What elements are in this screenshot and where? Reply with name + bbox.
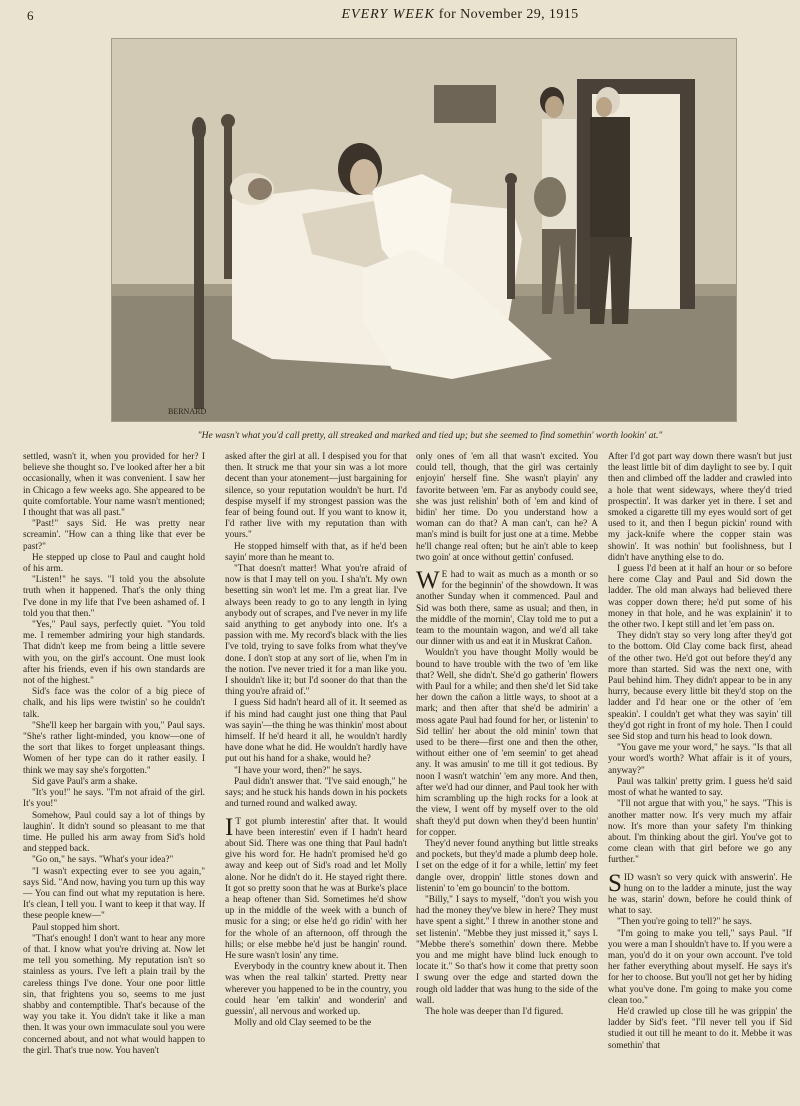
paragraph: settled, wasn't it, when you provided for her? I believe she thought so. I've looked after her a bit occasionally, when it was convenient. I saw her in Chicago a few weeks ago. She appeared to be quite comfortable. Your name wasn't mentioned; I thought that was all past." xyxy=(23,452,205,519)
paragraph: Everybody in the country knew about it. Then was when the real talkin' started. Pretty near wherever you happened to be in the country, you could hear 'em talkin' and wonderin' and guessin', all nervous and worked up. xyxy=(225,962,407,1017)
magazine-masthead: EVERY WEEK xyxy=(341,7,435,22)
paragraph: Paul didn't answer that. "I've said enough," he says; and he stuck his hands down in his pockets and turned round and walked away. xyxy=(225,776,407,810)
paragraph: They'd never found anything but little streaks and pockets, but they'd made a plumb deep hole. I set on the edge of it for a while, lettin' my feet dangle over, droppin' little stones down and listenin' to 'em go bouncin' to the bottom. xyxy=(416,838,598,894)
section-opening-paragraph: WE had to wait as much as a month or so for the beginnin' of the showdown. It was another Sunday when it commenced. Paul and Sid was both there, same as usual; and then, in the middle of the mornin', Clay told me to put a team to the mountain wagon, and we'd all take our dinner with us and eat it in Muskrat Cañon. xyxy=(416,567,598,648)
page-number: 6 xyxy=(27,8,34,23)
paragraph: Sid gave Paul's arm a shake. xyxy=(32,776,138,787)
paragraph: "Yes," Paul says, perfectly quiet. "You told me. I remember admiring your high standards. That didn't keep me from being a little severe with you, on the girl's account. One must look after his friends, even if his own standards are not of the highest." xyxy=(23,620,205,687)
text-column-2 xyxy=(225,452,407,1100)
paragraph: "Listen!" he says. "I told you the absolute truth when it happened. That's the only thing I've done in my life that I've been ashamed of. I told you that then." xyxy=(23,575,205,619)
issue-dateline: for November 29, 1915 xyxy=(434,7,579,22)
paragraph: "I wasn't expecting ever to see you again," says Sid. "And now, having you turn up this way— You can find out what my reputation is here. It's clean, I tell you. I want to keep it that way. If these people knew—" xyxy=(23,866,205,922)
text-column-4 xyxy=(608,452,792,1100)
paragraph: Somehow, Paul could say a lot of things by laughin'. It didn't sound so pleasant to me that time. He pulled his arm away from Sid's hold and stepped back. xyxy=(23,810,205,855)
artist-signature: BERNARD xyxy=(168,407,207,416)
paragraph: "She'll keep her bargain with you," Paul says. "She's rather light-minded, you know—one of the sort that likes to forget unpleasant things. Women of her type can do it rather easily. I think we may say she's forgotten." xyxy=(23,720,205,776)
text-column-1 xyxy=(23,452,205,1100)
paragraph: "That doesn't matter! What you're afraid of now is that I may tell on you. I sha'n't. My own besetting sin won't let me. I'm a great liar. I've always been ready to go to any length in lying anybody out of scrapes, and I've never in my life said anything to get anybody into one. It's a passion with me. My record's black with the lies I've told, trying to save folks from what they've done. I don't stop at any sort of lie, when I'm in the notion. I've never tried it for a man like you. I shouldn't like it; but I'd sooner do that than the thing you're afraid of." xyxy=(225,564,407,698)
running-header xyxy=(0,6,800,28)
story-illustration xyxy=(111,38,737,422)
paragraph: "I have your word, then?" he says. xyxy=(234,765,362,776)
paragraph: "Then you're going to tell?" he says. xyxy=(617,917,752,928)
section-opening-paragraph: SID wasn't so very quick with answerin'. He hung on to the ladder a minute, just the way he was, starin' down, before he could think of what to say. xyxy=(608,869,792,917)
paragraph: Wouldn't you have thought Molly would be bound to have trouble with the two of 'em like that? Well, she didn't. She'd go gatherin' flowers with Paul for a while; and then she'd let Sid take her down the cañon a little ways, to shoot at a mark; and then after that she'd be admirin' a moss agate Paul had found for her, or listenin' to Sid tellin' her about the old minin' town that used to be there—first one and then the other, without either one of 'em seemin' to get ahead any. It was amusin' to me till it got tedious. By noon I wasn't watchin' 'em any more. And then, after we'd had our dinner, and Paul took her with him scrambling up the high rocks for a look at the view, I went off by myself over to the old shaft they'd put down when they'd been huntin' for copper. xyxy=(416,648,598,838)
paragraph: I guess Sid hadn't heard all of it. It seemed as if his mind had caught just one thing that Paul was sayin'—the thing he was thinkin' most about himself. If he'd heard it all, he wouldn't hardly have done what he did. He wouldn't hardly have put out his hand for a shake, would he? xyxy=(225,698,407,765)
paragraph: "Billy," I says to myself, "don't you wish you had the money they've blew in here? They must have spent a sight." I threw in another stone and set listenin'. "Mebbe they just missed it," says I. "Mebbe there's somethin' down there. Mebbe you and me might have blind luck enough to locate it." So that's how it come that pretty soon I swung over the edge and started down the rough old ladder that was hung to the side of the wall. xyxy=(416,894,598,1006)
paragraph: "Go on," he says. "What's your idea?" xyxy=(32,855,174,866)
paragraph: "Past!" says Sid. He was pretty near screamin'. "How can a thing like that ever be past?" xyxy=(23,519,205,552)
paragraph: "I'll not argue that with you," he says. "This is another matter now. It's very much my affair now. It's more than your safety I'm thinking about. I'm thinking about the girl. You've got to come clean with that girl before we go any further." xyxy=(608,799,792,866)
paragraph: Paul stopped him short. xyxy=(32,922,120,933)
illustration-caption: "He wasn't what you'd call pretty, all streaked and marked and tied up; but she seemed to find somethin' worth lookin' at." xyxy=(197,431,663,441)
paragraph: The hole was deeper than I'd figured. xyxy=(425,1006,564,1017)
paragraph: I guess I'd been at it half an hour or so before here come Clay and Paul and Sid down the ladder. The old man always had believed there was copper down there; he'd put some of his money in that hole, and he was explainin' it to the other two. I kept still and let 'em pass on. xyxy=(608,564,792,631)
paragraph: only ones of 'em all that wasn't excited. You could tell, though, that the girl was certainly enjoyin' herself fine. She wasn't playin' any favorite between 'em. Far as anybody could see, she was just relishin' both of 'em and kind of bidin' her time. Do you understand how a woman can do that? A man can't, can he? A man's mind is built for just one at a time. Mebbe he'll change real often; but he ain't able to keep two goin' at once without gettin' confused. xyxy=(416,452,598,563)
text-column-3 xyxy=(416,452,598,1100)
running-title xyxy=(200,7,720,23)
paragraph: Molly and old Clay seemed to be the xyxy=(234,1018,372,1029)
paragraph: "You gave me your word," he says. "Is that all your word's worth? What affair is it of yours, anyway?" xyxy=(608,743,792,776)
paragraph: He stepped up close to Paul and caught hold of his arm. xyxy=(23,552,205,575)
section-opening-paragraph: IT got plumb interestin' after that. It would have been interestin' even if I hadn't heard about Sid. There was one thing that Paul hadn't give his word for. He hadn't promised he'd go away and keep out of Sid's road and let Molly alone. Nor he didn't do it. He stayed right there. It got so pretty soon that he was at Burke's place a heap oftener than Sid. Sometimes he'd show up in the middle of the week with a bunch of music for a sing; or else he'd go ridin' with her for the whole of an afternoon, off through the hills; or else mebbe he'd just be hangin' round. He sure wasn't losin' any time. xyxy=(225,813,407,961)
paragraph: They didn't stay so very long after they'd got to the bottom. Old Clay come back first, ahead of the other two. He'd got out before they'd any more than started. Sid was the next one, with Paul behind him. They didn't appear to be in any hurry, because every little bit they'd stop on the ladder and I'd hear one or the other of 'em speakin'. I couldn't get what they was sayin' till they'd got right in front of my hole. Then I could see Sid stop and turn his head to look down. xyxy=(608,631,792,743)
paragraph: asked after the girl at all. I despised you for that then. It struck me that your sin was a lot more decent than your atonement—just bargaining for silence, so your reputation wouldn't be hurt. I'd despise myself if my strongest passion was the fear of being found out. If you want to know it, I'd rather live with my reputation than with yours." xyxy=(225,452,407,541)
paragraph: "I'm going to make you tell," says Paul. "If you were a man I shouldn't have to. If you were a man, you'd do it on your own account. I've told her father everything about myself. He says it's for her to choose. But you'll not get her by hiding what you've done. I'm going to make you come clean too." xyxy=(608,928,792,1006)
paragraph: He stopped himself with that, as if he'd been sayin' more than he meant to. xyxy=(225,541,407,563)
paragraph: Sid's face was the color of a big piece of chalk, and his lips were twistin' so he couldn't talk. xyxy=(23,687,205,720)
paragraph: "It's you!" he says. "I'm not afraid of the girl. It's you!" xyxy=(23,788,205,810)
paragraph: "That's enough! I don't want to hear any more of that. I know what you're driving at. Now let me tell you something. My reputation isn't so stainless as yours. I've left a plain trail by the careless things I've done. Your one poor little sin, that frightens you so, seems to me just shabby and contemptible. That's because of the way you take it. You didn't take it like a man then. It was your own immaculate soul you were concerned about, and not what would happen to the girl. That's true now. You haven't xyxy=(23,933,205,1056)
paragraph: After I'd got part way down there wasn't but just the least little bit of dim daylight to see by. I quit then and climbed off the ladder and crawled into a hole that went sideways, where they'd tried prospectin'. It was darker yet in there. I set and smoked a cigarette till my eyes would sort of get used to it, and then I begun pickin' round with my jack-knife where the copper stain was showin'. It was nothin' but foolishness, but I didn't have anything else to do. xyxy=(608,452,792,563)
paragraph: He'd crawled up close till he was grippin' the ladder by Sid's feet. "I'll never tell you if Sid studied it out till he meant to do it. Mebbe it was somethin' that xyxy=(608,1006,792,1051)
paragraph: Paul was talkin' pretty grim. I guess he'd said most of what he wanted to say. xyxy=(608,776,792,799)
